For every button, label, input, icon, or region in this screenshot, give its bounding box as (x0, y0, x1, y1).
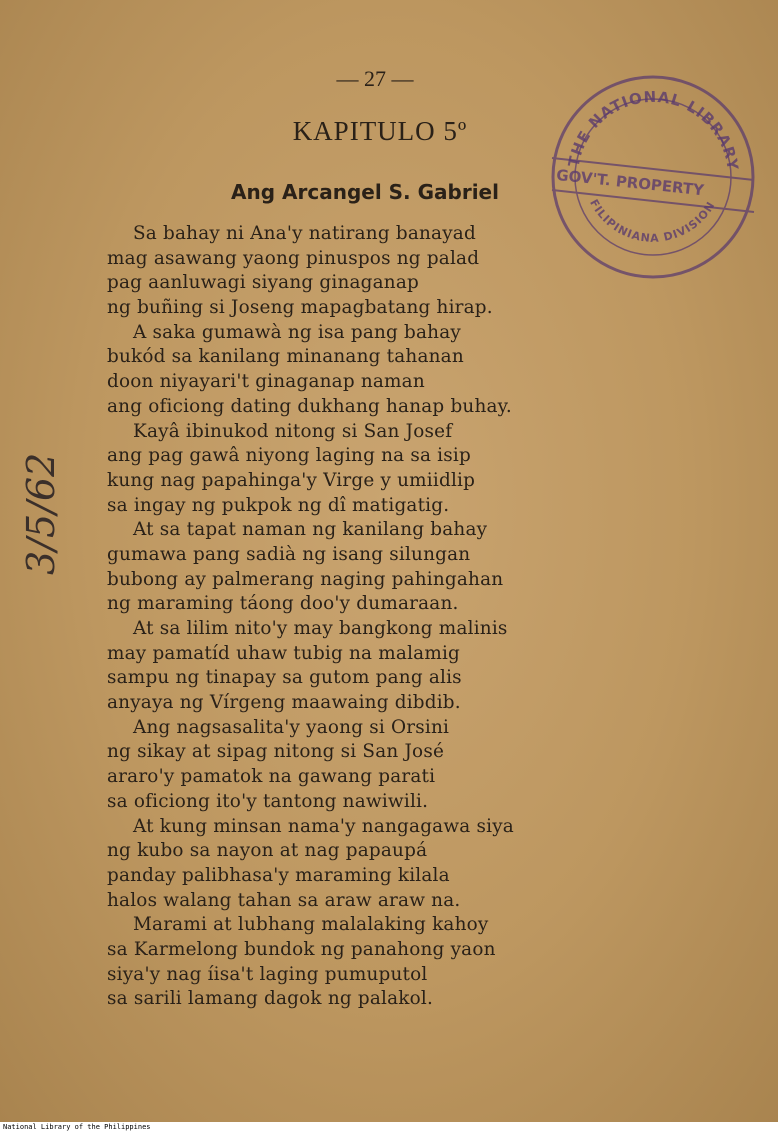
poem-line: Sa bahay ni Ana'y natirang banayad (133, 223, 476, 244)
poem-line: ng sikay at sipag nitong si San José (107, 741, 445, 763)
poem-line: sa ingay ng pukpok ng dî matigatig. (107, 494, 450, 516)
stanza (107, 518, 597, 617)
handwritten-note-text: 3/5/62 (19, 452, 63, 575)
poem-line: bubong ay palmerang naging pahingahan (107, 568, 504, 590)
poem-line: At sa lilim nito'y may bangkong malinis (133, 618, 508, 639)
poem-line: At sa tapat naman ng kanilang bahay (133, 519, 488, 541)
poem-line: siya'y nag íisa't laging pumuputol (107, 963, 428, 985)
poem-line: anyaya ng Vírgeng maawaing dibdib. (107, 692, 461, 714)
poem-line: sampu ng tinapay sa gutom pang alis (107, 667, 462, 689)
poem-line: may pamatíd uhaw tubig na malamig (107, 642, 461, 664)
page-number: — 27 — (336, 66, 414, 91)
poem-line: sa sarili lamang dagok ng palakol. (107, 988, 434, 1010)
footer-credit: National Library of the Philippines (0, 1122, 778, 1133)
poem-line: doon niyayari't ginaganap naman (107, 371, 425, 393)
poem-line: At kung minsan nama'y nangagawa siya (133, 815, 514, 837)
poem-line: araro'y pamatok na gawang parati (107, 766, 436, 788)
poem-line: ang oficiong dating dukhang hanap buhay. (107, 395, 512, 417)
section-title: Ang Arcangel S. Gabriel (231, 180, 499, 204)
stanza (107, 716, 597, 815)
poem-line: mag asawang yaong pinuspos ng palad (107, 247, 480, 269)
handwritten-note (14, 425, 74, 585)
poem-line: ng buñing si Joseng mapagbatang hirap. (107, 297, 493, 319)
poem-line: panday palibhasa'y maraming kilala (107, 864, 450, 886)
svg-text:FILIPINIANA DIVISION (587, 197, 718, 245)
poem (107, 222, 597, 1012)
poem-line: sa Karmelong bundok ng panahong yaon (107, 938, 496, 960)
stanza (107, 222, 597, 321)
poem-line: halos walang tahan sa araw araw na. (107, 889, 461, 911)
poem-line: A saka gumawà ng isa pang bahay (133, 321, 461, 343)
stanza (107, 321, 597, 420)
stamp-band-text: GOV'T. PROPERTY (555, 165, 705, 200)
stanza (107, 420, 597, 519)
poem-line: sa oficiong ito'y tantong nawiwili. (107, 790, 429, 812)
poem-line: ng kubo sa nayon at nag papaupá (107, 840, 428, 862)
poem-line: Kayâ ibinukod nitong si San Josef (133, 420, 453, 442)
library-stamp-icon (548, 72, 758, 282)
stanza (107, 913, 597, 1012)
poem-line: ang pag gawâ niyong laging na sa isip (107, 445, 471, 467)
poem-line: Marami at lubhang malalaking kahoy (133, 914, 489, 936)
stanza (107, 617, 597, 716)
poem-line: Ang nagsasalita'y yaong si Orsini (133, 716, 450, 738)
stamp-bottom-text: FILIPINIANA DIVISION (587, 197, 718, 245)
poem-line: ng maraming táong doo'y dumaraan. (107, 593, 459, 615)
poem-line: kung nag papahinga'y Virge y umiidlip (107, 469, 476, 491)
stamp-top-text: THE NATIONAL LIBRARY (564, 87, 742, 173)
chapter-title: KAPITULO 5º (292, 116, 468, 146)
poem-line: pag aanluwagi siyang ginaganap (107, 272, 419, 294)
stanza (107, 815, 597, 914)
poem-line: bukód sa kanilang minanang tahanan (107, 346, 464, 368)
poem-line: gumawa pang sadià ng isang silungan (107, 543, 471, 565)
